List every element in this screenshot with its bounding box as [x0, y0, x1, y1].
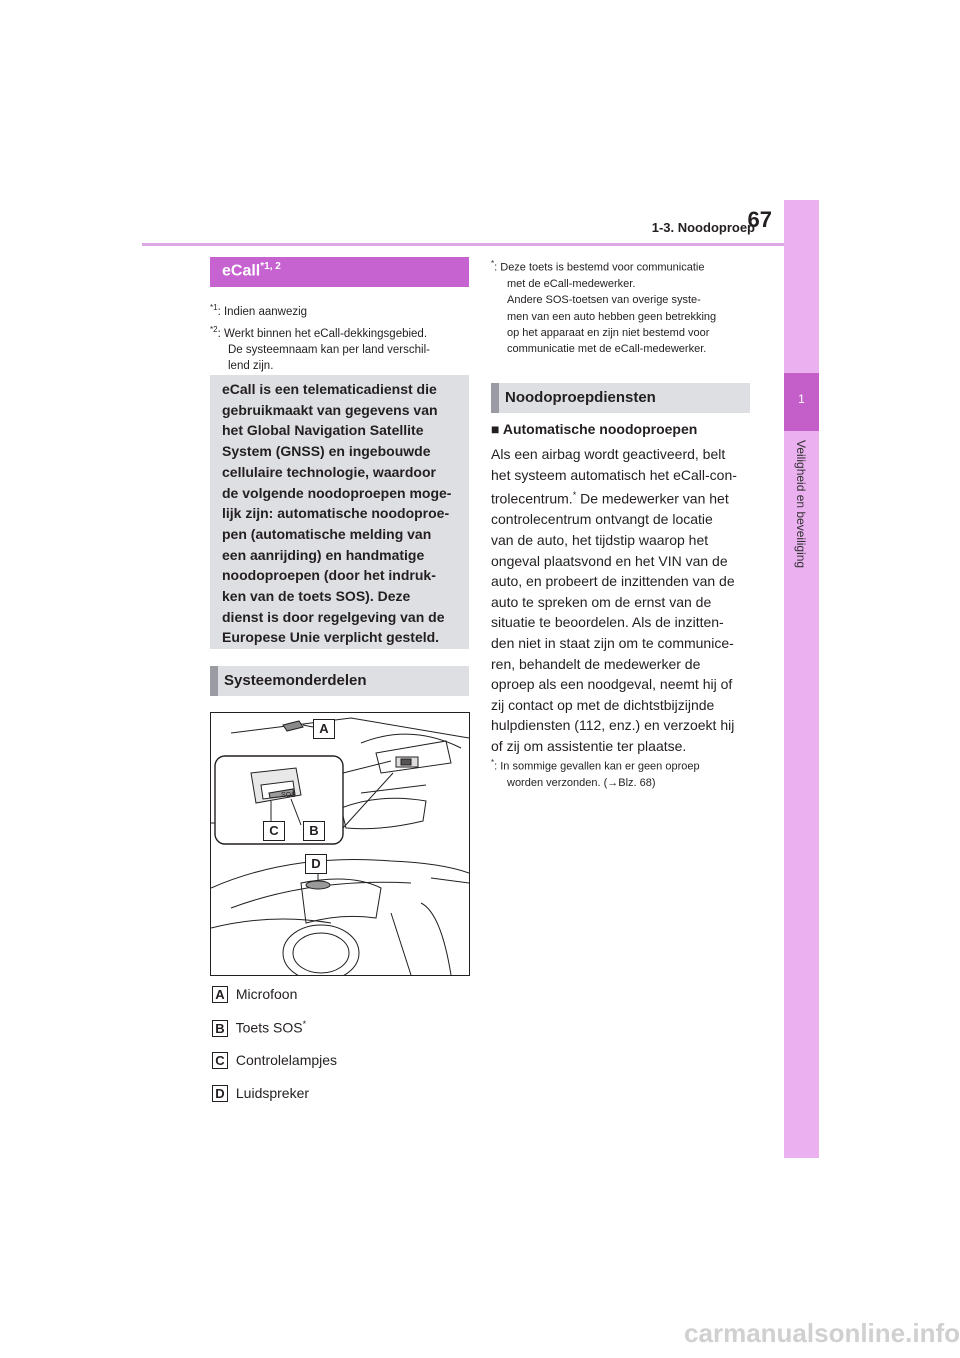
chapter-number: 1 — [798, 392, 805, 406]
sos-footnote: *: Deze toets is bestemd voor communicatie met de eCall-medewerker. Andere SOS-toetsen van overige syste- men van een auto hebben geen betrekking op het apparaat en zijn niet bestemd voor communicatie met de eCall-medewerker. — [491, 259, 717, 356]
page-number: 67 — [747, 207, 772, 232]
legend-item-b: B Toets SOS* — [212, 1019, 306, 1037]
auto-call-body: Als een airbag wordt geactiveerd, belt het systeem automatisch het eCall-con- trolecentrum.* De medewerker van het controlecentrum ontvangt de locatie van de auto, het tijdstip waarop het ongeval plaatsvond en het VIN van de auto, en probeert de inzittenden van de auto te spreken om de ernst van de situatie te beoordelen. Als de inzitten- den niet in staat zijn om te communice- ren, behandelt de medewerker de oproep als een noodgeval, neemt hij of zij contact op met de dichtstbijzijnde hulpdiensten (112, enz.) en verzoekt hij of zij om assistentie ter plaatse. — [491, 446, 737, 754]
auto-call-footnote: *: In sommige gevallen kan er geen oproep worden verzonden. (→Blz. 68) — [491, 758, 700, 789]
ecall-heading — [210, 257, 469, 287]
legend-item-d — [212, 1085, 309, 1102]
header-rule — [142, 243, 784, 246]
legend-letter: A — [212, 986, 228, 1003]
summary-text: eCall is een telematicadienst die gebruikmaakt van gegevens van het Global Navigation Satellite System (GNSS) en ingebouwde cellulaire technologie, waardoor de volgende noodoproepen moge- lijk zijn: automatische noodoproe- pen (automatische melding van een aanrijding) en handmatige noodoproepen (door het indruk- ken van de toets SOS). Deze dienst is door regelgeving van de Europese Unie verplicht gesteld. — [222, 381, 452, 646]
ecall-summary-box — [210, 375, 469, 649]
components-heading — [210, 666, 469, 696]
ecall-components-illustration — [210, 712, 470, 976]
callout-c: C — [263, 821, 285, 841]
watermark: carmanualsonline.info — [684, 1318, 960, 1348]
callout-a: A — [313, 719, 335, 739]
components-heading-text: Systeemonderdelen — [224, 672, 367, 689]
services-heading — [491, 383, 750, 413]
legend-label: Luidspreker — [235, 1085, 310, 1101]
square-bullet-icon: ■ — [491, 421, 500, 437]
legend-label: Toets SOS — [235, 1019, 303, 1036]
sos-button-label: SOS — [281, 792, 296, 799]
footnote-1: $^{*1}$: Indien aanwezig — [210, 303, 308, 318]
chapter-title-text: Veiligheid en beveiliging — [794, 440, 808, 569]
chapter-title — [778, 440, 824, 700]
legend-letter: B — [212, 1020, 228, 1037]
legend-item-a — [212, 986, 297, 1003]
legend-item-c — [212, 1052, 337, 1069]
legend-letter: C — [212, 1052, 228, 1069]
footnote-2: $^{*2}$: Werkt binnen het eCall-dekkingsgebied. De systeemnaam kan per land verschil- lend zijn. — [210, 325, 430, 372]
auto-call-title: ■ Automatische noodoproepen — [491, 421, 698, 437]
car-interior-drawing — [211, 713, 469, 975]
ecall-heading-title: eCall$^{*1, 2}$ — [222, 261, 281, 280]
legend-label: Controlelampjes — [235, 1052, 338, 1068]
legend-label: Microfoon — [235, 986, 298, 1002]
callout-d: D — [305, 854, 327, 874]
services-heading-text: Noodoproepdiensten — [505, 389, 656, 406]
callout-b: B — [303, 821, 325, 841]
section-title: 1-3. Noodoproep — [651, 220, 755, 235]
legend-letter: D — [212, 1085, 228, 1102]
